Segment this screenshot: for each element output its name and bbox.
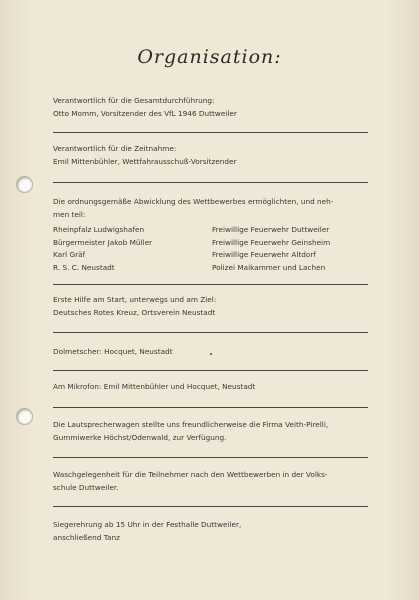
participant-name: Freiwillige Feuerwehr Geinsheim (212, 237, 331, 247)
section-text: Otto Momm, Vorsitzender des VfL 1946 Duttweiler (53, 108, 237, 118)
section-text: Emil Mittenbühler, Wettfahrausschuß-Vorsitzender (53, 156, 237, 166)
participants-right-column (212, 224, 371, 274)
section-heading: Verantwortlich für die Zeitnahme: (53, 144, 177, 153)
section-text: men teil: (53, 209, 86, 219)
divider-rule (53, 506, 368, 507)
section-text: Die Lautsprecherwagen stellte uns freundlicherweise die Firma Veith-Pirelli, (53, 420, 329, 429)
section-interpreter (53, 346, 371, 359)
section-text: schule Duttweiler. (53, 482, 119, 492)
divider-rule (53, 132, 368, 133)
participant-name: Rheinpfalz Ludwigshafen (53, 225, 145, 234)
divider-rule (53, 182, 368, 183)
section-text: Gummiwerke Höchst/Odenwald, zur Verfügung. (53, 432, 227, 442)
participant-name: Polizei Maikammer und Lachen (212, 262, 326, 272)
participants-left-column (53, 224, 212, 274)
section-text: Waschgelegenheit für die Teilnehmer nach den Wettbewerben in der Volks- (53, 470, 328, 479)
section-heading: Die ordnungsgemäße Abwicklung des Wettbewerbes ermöglichten, und neh- (53, 197, 334, 206)
section-loudspeaker (53, 419, 371, 444)
divider-rule (53, 284, 368, 285)
divider-rule (53, 457, 368, 458)
section-timekeeping (53, 143, 371, 168)
section-microphone (53, 381, 371, 394)
print-dot (210, 353, 212, 355)
section-heading: Verantwortlich für die Gesamtdurchführung: (53, 96, 215, 105)
section-text: anschließend Tanz (53, 532, 120, 542)
participant-name: Freiwillige Feuerwehr Duttweiler (212, 225, 330, 234)
page-title: Organisation: (137, 46, 282, 68)
participant-name: Bürgermeister Jakob Müller (53, 237, 153, 247)
participant-name: R. S. C. Neustadt (53, 262, 115, 272)
section-text: Dolmetscher: Hocquet, Neustadt (53, 347, 173, 356)
punch-hole (16, 408, 33, 425)
section-washing (53, 469, 371, 494)
section-text: Am Mikrofon: Emil Mittenbühler und Hocquet, Neustadt (53, 382, 256, 391)
section-first-aid (53, 294, 371, 319)
divider-rule (53, 370, 368, 371)
participant-name: Karl Gräf (53, 250, 86, 259)
divider-rule (53, 407, 368, 408)
section-award-ceremony (53, 519, 371, 544)
punch-hole (16, 176, 33, 193)
participant-name: Freiwillige Feuerwehr Altdorf (212, 250, 316, 259)
section-participants (53, 196, 371, 274)
divider-rule (53, 332, 368, 333)
section-text: Deutsches Rotes Kreuz, Ortsverein Neustadt (53, 307, 216, 317)
section-text: Siegerehrung ab 15 Uhr in der Festhalle Duttweiler, (53, 520, 242, 529)
section-heading: Erste Hilfe am Start, unterwegs und am Ziel: (53, 295, 217, 304)
section-overall-responsibility (53, 95, 371, 120)
